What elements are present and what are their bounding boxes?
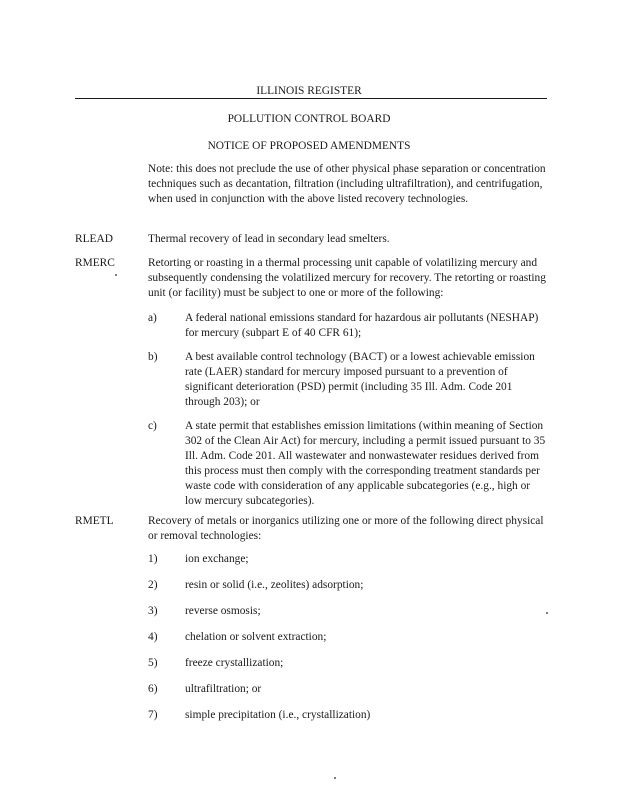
register-title: ILLINOIS REGISTER (256, 85, 362, 97)
rmerc-text: Retorting or roasting in a thermal processing unit capable of volatilizing mercury and subsequently condensing the volatilized mercury for recovery. The retorting or roasting unit (or facility) must be subject to one or more of the following: (148, 257, 546, 299)
scan-speck-footer (334, 777, 336, 779)
rmetl-item-7-marker: 7) (148, 709, 158, 721)
rmerc-item-c-marker: c) (148, 420, 157, 432)
rmetl-item-5-text: freeze crystallization; (185, 657, 284, 669)
rmetl-item-2-marker: 2) (148, 579, 158, 591)
rmerc-item-a-text: A federal national emissions standard for hazardous air pollutants (NESHAP) for mercury (subpart E of 40 CFR 61); (185, 312, 539, 339)
header-rule (75, 98, 547, 99)
rmetl-item-6-text: ultrafiltration; or (185, 683, 262, 695)
code-rmetl: RMETL (75, 515, 114, 527)
rmetl-item-4-text: chelation or solvent extraction; (185, 631, 327, 643)
rmetl-item-4-marker: 4) (148, 631, 158, 643)
rmetl-item-1-text: ion exchange; (185, 553, 249, 565)
rmetl-item-5-marker: 5) (148, 657, 158, 669)
rmerc-item-a-marker: a) (148, 312, 157, 324)
rlead-text: Thermal recovery of lead in secondary lead smelters. (148, 233, 390, 245)
rmetl-item-2-text: resin or solid (i.e., zeolites) adsorption; (185, 579, 364, 591)
note-paragraph: Note: this does not preclude the use of other physical phase separation or concentration techniques such as decantation, filtration (including ultrafiltration), and centrifugation, when used in conjunction with the above listed recovery technologies. (148, 163, 546, 205)
rmetl-item-3-text: reverse osmosis; (185, 605, 261, 617)
board-title: POLLUTION CONTROL BOARD (227, 113, 391, 125)
rmerc-item-c-text: A state permit that establishes emission limitations (within meaning of Section 302 of the Clean Air Act) for mercury, including a permit issued pursuant to 35 Ill. Adm. Code 201. All wastewater and nonwastewater residues derived from this process must then comply with the corresponding treatment standards per waste code with consideration of any applicable subcategories (e.g., high or low mercury subcategories). (185, 420, 546, 507)
scan-speck (115, 274, 117, 276)
rmerc-item-b-text: A best available control technology (BACT) or a lowest achievable emission rate (LAER) standard for mercury imposed pursuant to a prevention of significant deterioration (PSD) permit (including 35 Ill. Adm. Code 201 through 203); or (185, 351, 535, 408)
rmetl-item-1-marker: 1) (148, 553, 158, 565)
rmetl-item-7-text: simple precipitation (i.e., crystallization) (185, 709, 371, 721)
rmetl-text: Recovery of metals or inorganics utilizing one or more of the following direct physical or removal technologies: (148, 515, 544, 542)
rmetl-item-6-marker: 6) (148, 683, 158, 695)
notice-title: NOTICE OF PROPOSED AMENDMENTS (207, 140, 411, 152)
rmetl-item-3-marker: 3) (148, 605, 158, 617)
code-rlead: RLEAD (75, 233, 113, 245)
code-rmerc: RMERC (75, 257, 115, 269)
scan-speck-margin (546, 612, 548, 614)
rmerc-item-b-marker: b) (148, 351, 158, 363)
